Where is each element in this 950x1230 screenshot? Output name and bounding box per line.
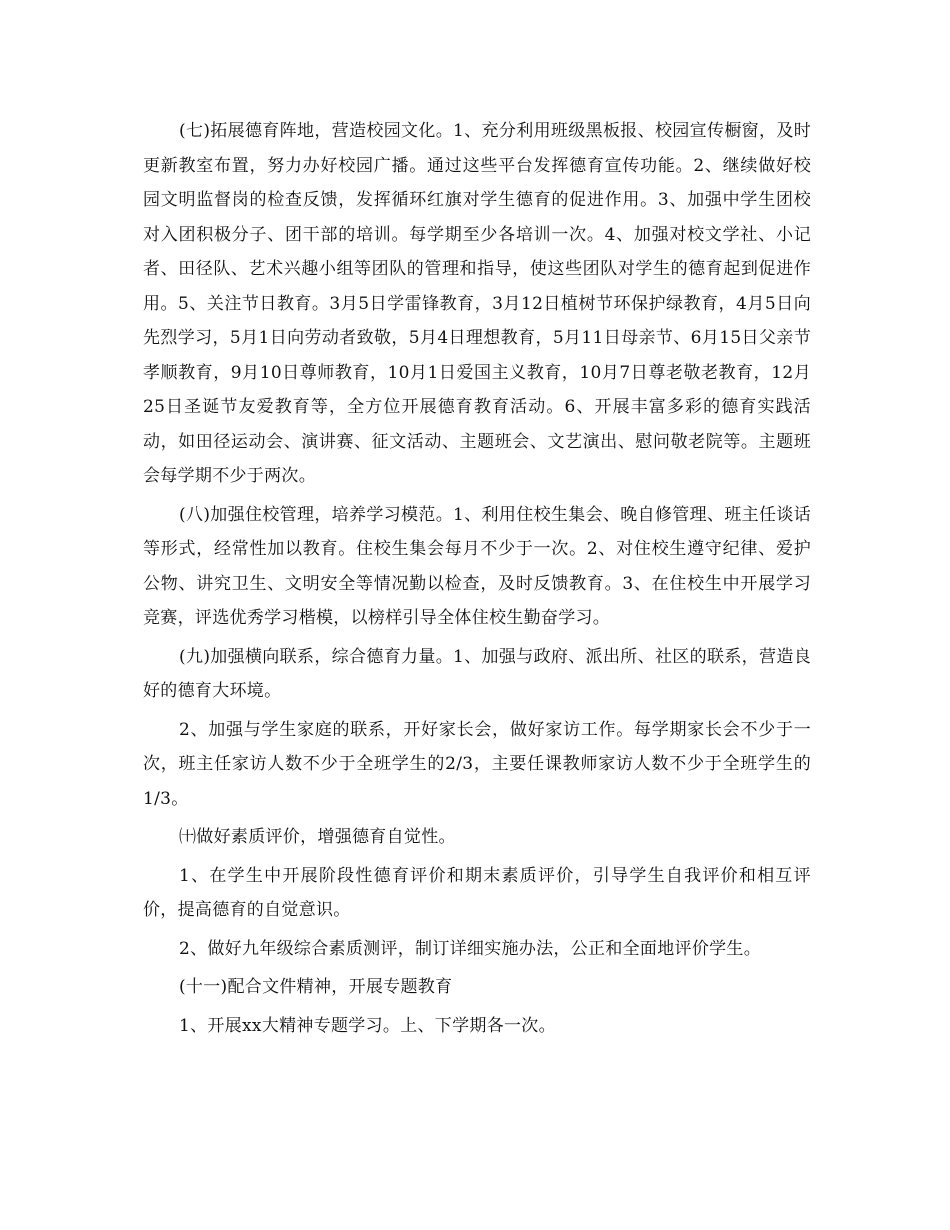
paragraph-evaluation-item-1: 1、在学生中开展阶段性德育评价和期末素质评价，引导学生自我评价和相互评价，提高德育的自觉意识。 xyxy=(143,865,811,920)
paragraph-quality-evaluation-heading: ㈩做好素质评价，增强德育自觉性。 xyxy=(179,827,456,847)
paragraph-moral-education-front: (七)拓展德育阵地，营造校园文化。1、充分利用班级黑板报、校园宣传橱窗，及时更新教室布置，努力办好校园广播。通过这些平台发挥德育宣传功能。2、继续做好校园文明监督岗的检查反馈，发挥循环红旗对学生德育的促进作用。3、加强中学生团校对入团积极分子、团干部的培训。每学期至少各培训一次。4、加强对校文学社、小记者、田径队、艺术兴趣小组等团队的管理和指导，使这些团队对学生的德育起到促进作用。5、关注节日教育。3月5日学雷锋教育，3月12日植树节环保护绿教育，4月5日向先烈学习，5月1日向劳动者致敬，5月4日理想教育，5月11日母亲节、6月15日父亲节孝顺教育，9月10日尊师教育，10月1日爱国主义教育，10月7日尊老敬老教育，12月25日圣诞节友爱教育等，全方位开展德育教育活动。6、开展丰富多彩的德育实践活动，如田径运动会、演讲赛、征文活动、主题班会、文艺演出、慰问敬老院等。主题班会每学期不少于两次。 xyxy=(143,121,811,486)
document-body xyxy=(143,114,811,1047)
paragraph-family-contact: 2、加强与学生家庭的联系，开好家长会，做好家访工作。每学期家长会不少于一次，班主任家访人数不少于全班学生的2/3，主要任课教师家访人数不少于全班学生的1/3。 xyxy=(143,719,811,809)
paragraph-special-education-heading: (十一)配合文件精神，开展专题教育 xyxy=(179,977,453,997)
paragraph-special-education-item-1: 1、开展xx大精神专题学习。上、下学期各一次。 xyxy=(179,1015,556,1036)
paragraph-boarding-management: (八)加强住校管理，培养学习模范。1、利用住校生集会、晚自修管理、班主任谈话等形式，经常性加以教育。住校生集会每月不少于一次。2、对住校生遵守纪律、爱护公物、讲究卫生、文明安全等情况勤以检查，及时反馈教育。3、在住校生中开展学习竞赛，评选优秀学习楷模，以榜样引导全体住校生勤奋学习。 xyxy=(143,504,811,628)
paragraph-horizontal-contact: (九)加强横向联系，综合德育力量。1、加强与政府、派出所、社区的联系，营造良好的德育大环境。 xyxy=(143,646,811,701)
paragraph-evaluation-item-2: 2、做好九年级综合素质测评，制订详细实施办法，公正和全面地评价学生。 xyxy=(179,938,762,959)
